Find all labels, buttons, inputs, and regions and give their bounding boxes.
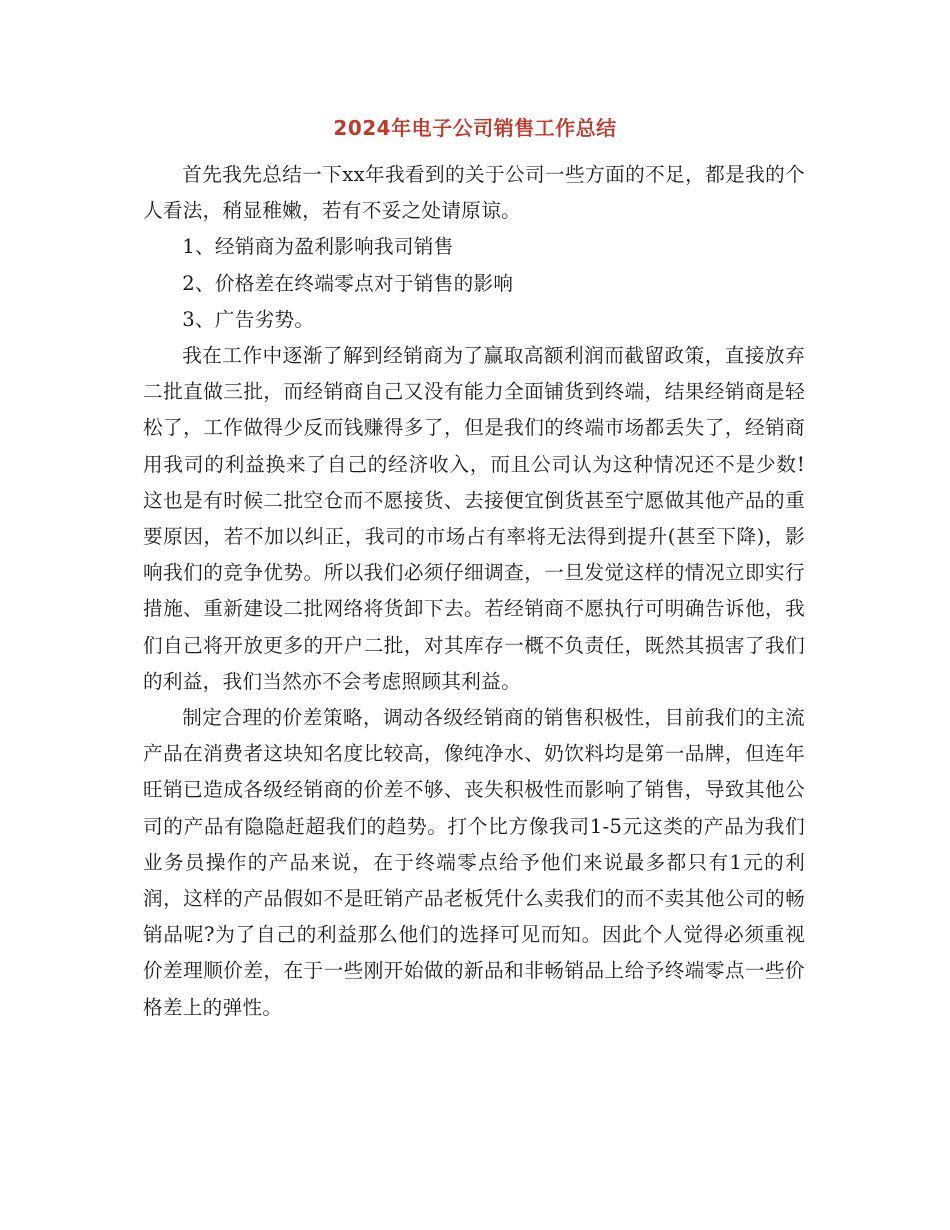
document-body: [143, 157, 805, 1026]
paragraph-dealers: 我在工作中逐渐了解到经销商为了赢取高额利润而截留政策，直接放弃二批直做三批，而经销商自己又没有能力全面铺货到终端，结果经销商是轻松了，工作做得少反而钱赚得多了，但是我们的终端市场都丢失了，经销商用我司的利益换来了自己的经济收入，而且公司认为这种情况还不是少数!这也是有时候二批空仓而不愿接货、去接便宜倒货甚至宁愿做其他产品的重要原因，若不加以纠正，我司的市场占有率将无法得到提升(甚至下降)，影响我们的竞争优势。所以我们必须仔细调查，一旦发觉这样的情况立即实行措施、重新建设二批网络将货卸下去。若经销商不愿执行可明确告诉他，我们自己将开放更多的开户二批，对其库存一概不负责任，既然其损害了我们的利益，我们当然亦不会考虑照顾其利益。: [143, 344, 805, 693]
list-item-2: 2、价格差在终端零点对于销售的影响: [182, 271, 514, 295]
list-item-3: 3、广告劣势。: [182, 307, 315, 331]
document-title: 2024年电子公司销售工作总结: [333, 116, 617, 140]
list-item-1: 1、经销商为盈利影响我司销售: [182, 235, 454, 259]
paragraph-intro: 首先我先总结一下xx年我看到的关于公司一些方面的不足，都是我的个人看法，稍显稚嫩，若有不妥之处请原谅。: [143, 163, 805, 223]
paragraph-pricing: 制定合理的价差策略，调动各级经销商的销售积极性，目前我们的主流产品在消费者这块知名度比较高，像纯净水、奶饮料均是第一品牌，但连年旺销已造成各级经销商的价差不够、丧失积极性而影响了销售，导致其他公司的产品有隐隐赶超我们的趋势。打个比方像我司1-5元这类的产品为我们业务员操作的产品来说，在于终端零点给予他们来说最多都只有1元的利润，这样的产品假如不是旺销产品老板凭什么卖我们的而不卖其他公司的畅销品呢?为了自己的利益那么他们的选择可见而知。因此个人觉得必须重视价差理顺价差，在于一些刚开始做的新品和非畅销品上给予终端零点一些价格差上的弹性。: [143, 706, 805, 1019]
